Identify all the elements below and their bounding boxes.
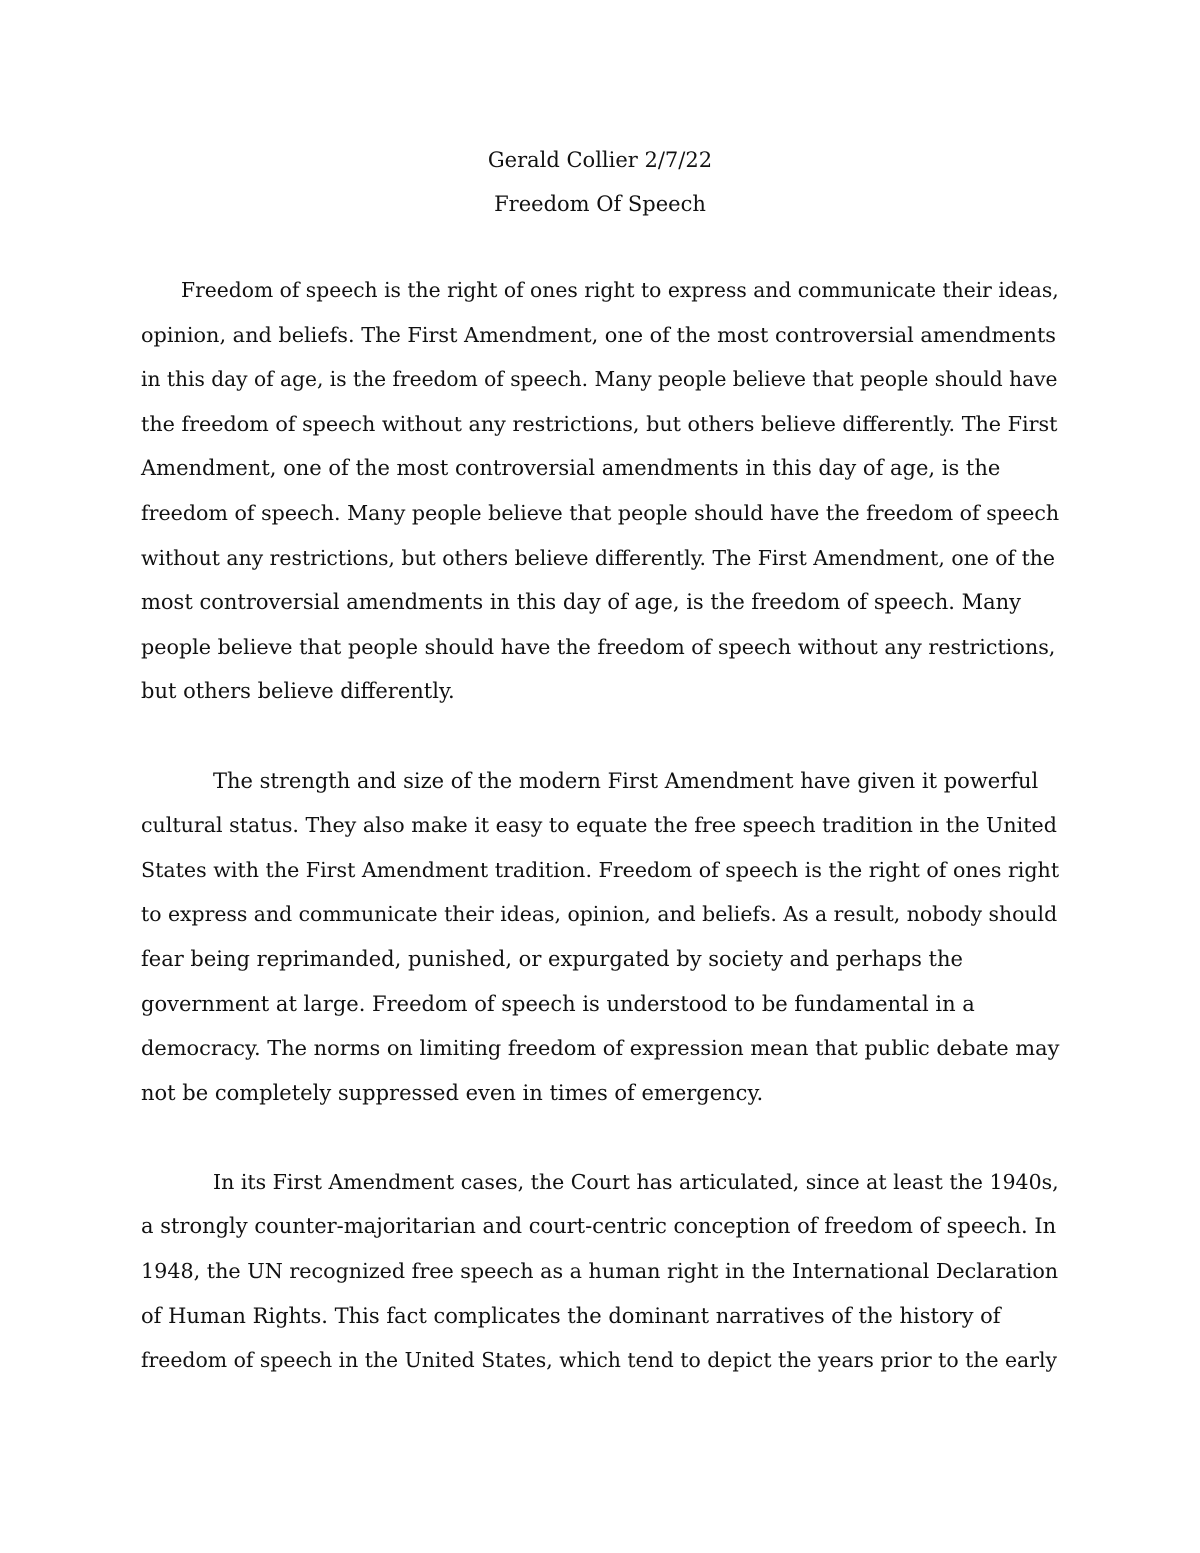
text-line: democracy. The norms on limiting freedom of expression mean that public debate may xyxy=(141,1036,1060,1061)
essay-body xyxy=(141,268,1059,1383)
author-date-line: Gerald Collier 2/7/22 xyxy=(487,148,713,172)
text-line: but others believe differently. xyxy=(141,679,455,704)
text-line: freedom of speech in the United States, which tend to depict the years prior to the early xyxy=(141,1348,1058,1373)
text-line: the freedom of speech without any restrictions, but others believe differently. The First xyxy=(141,411,1058,436)
text-line: people believe that people should have the freedom of speech without any restrictions, xyxy=(141,634,1056,659)
paragraph-3 xyxy=(141,1160,1059,1383)
text-line: opinion, and beliefs. The First Amendment, one of the most controversial amendments xyxy=(141,322,1056,347)
text-line: fear being reprimanded, punished, or expurgated by society and perhaps the xyxy=(141,946,963,971)
text-line: government at large. Freedom of speech is understood to be fundamental in a xyxy=(141,991,975,1016)
text-line: a strongly counter-majoritarian and court-centric conception of freedom of speech. In xyxy=(141,1214,1057,1239)
text-line: most controversial amendments in this day of age, is the freedom of speech. Many xyxy=(141,590,1021,615)
text-line: not be completely suppressed even in times of emergency. xyxy=(141,1080,764,1105)
text-line: Freedom of speech is the right of ones right to express and communicate their ideas, xyxy=(181,278,1059,302)
text-line: States with the First Amendment tradition. Freedom of speech is the right of ones right xyxy=(141,857,1060,882)
text-line: Amendment, one of the most controversial amendments in this day of age, is the xyxy=(141,456,1001,481)
document-header xyxy=(0,138,1200,226)
paragraph-1 xyxy=(141,268,1059,714)
text-line: In its First Amendment cases, the Court has articulated, since at least the 1940s, xyxy=(213,1169,1059,1194)
text-line: The strength and size of the modern First Amendment have given it powerful xyxy=(213,768,1039,793)
text-line: in this day of age, is the freedom of speech. Many people believe that people should have xyxy=(141,367,1058,392)
text-line: without any restrictions, but others believe differently. The First Amendment, one of the xyxy=(141,545,1055,570)
text-line: 1948, the UN recognized free speech as a human right in the International Declaration xyxy=(141,1259,1059,1284)
text-line: freedom of speech. Many people believe that people should have the freedom of speech xyxy=(141,500,1060,525)
essay-title: Freedom Of Speech xyxy=(494,192,706,216)
text-line: to express and communicate their ideas, opinion, and beliefs. As a result, nobody should xyxy=(141,902,1058,927)
text-line: cultural status. They also make it easy to equate the free speech tradition in the United xyxy=(141,813,1057,838)
text-line: of Human Rights. This fact complicates the dominant narratives of the history of xyxy=(141,1303,1001,1328)
paragraph-2 xyxy=(141,759,1059,1116)
